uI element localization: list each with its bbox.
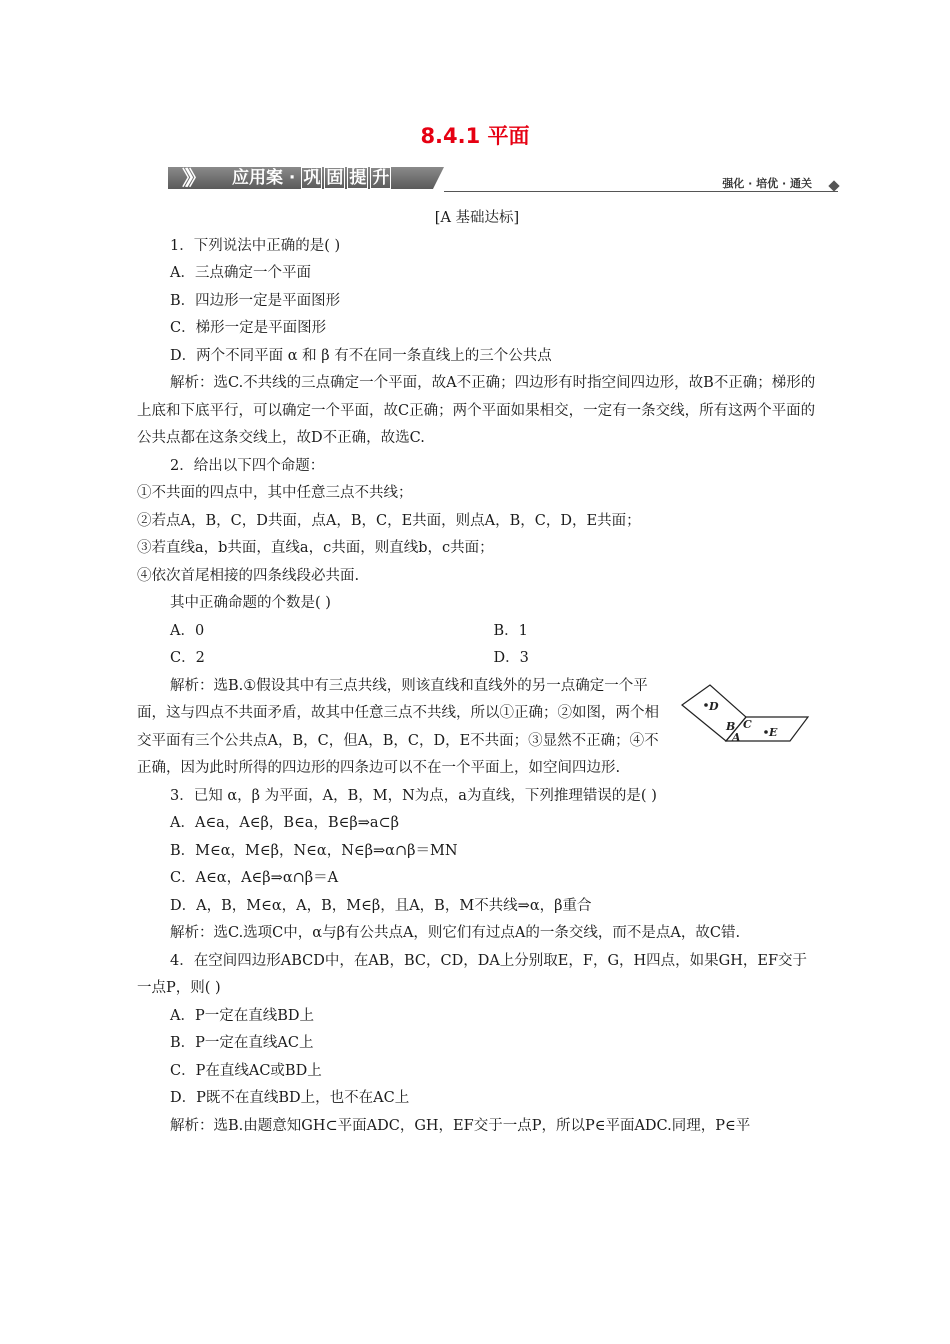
option-d: D．两个不同平面 α 和 β 有不在同一条直线上的三个公共点 bbox=[170, 347, 552, 364]
banner-box-char: 巩 bbox=[303, 168, 321, 188]
point-label-a: A bbox=[732, 731, 741, 744]
options-row bbox=[137, 618, 817, 646]
options-row bbox=[137, 645, 817, 673]
option-c: C．2 bbox=[170, 650, 205, 666]
option-b: B．四边形一定是平面图形 bbox=[170, 292, 341, 309]
option-c: C．A∈α，A∈β⇒α∩β＝A bbox=[170, 870, 339, 886]
solution-1: 解析：选C.不共线的三点确定一个平面，故A不正确；四边形有时指空间四边形，故B不正确；梯形的上底和下底平行，可以确定一个平面，故C正确；两个平面如果相交，一定有一条交线，所有这两个平面的公共点都在这条交线上，故D不正确，故选C. bbox=[137, 375, 816, 446]
option-c: C．P在直线AC或BD上 bbox=[170, 1062, 322, 1079]
banner-divider bbox=[444, 191, 838, 192]
question-4: 4．在空间四边形ABCD中，在AB，BC，CD，DA上分别取E，F，G，H四点，如果GH，EF交于一点P，则( ) bbox=[137, 952, 808, 996]
point-label-b: B bbox=[726, 720, 736, 733]
section-banner bbox=[168, 163, 840, 195]
diamond-icon bbox=[828, 180, 839, 191]
option-d: D．P既不在直线BD上，也不在AC上 bbox=[170, 1090, 410, 1106]
solution-2: 解析：选B.①假设其中有三点共线，则该直线和直线外的另一点确定一个平面，这与四点不共面矛盾，故其中任意三点不共线，所以①正确；②如图，两个相交平面有三个公共点A，B，C，但A，B，C，D，E不共面；③显然不正确；④不正确，因为此时所得的四边形的四条边可以不在一个平面上，如空间四边形. bbox=[137, 677, 659, 776]
proposition-3: ③若直线a，b共面，直线a，c共面，则直线b，c共面； bbox=[137, 540, 494, 556]
solution-3: 解析：选C.选项C中，α与β有公共点A，则它们有过点A的一条交线，而不是点A，故C错. bbox=[170, 925, 741, 941]
option-b: B．P一定在直线AC上 bbox=[170, 1035, 314, 1051]
option-a: A．P一定在直线BD上 bbox=[170, 1007, 315, 1024]
banner-left-text: 应用案 · bbox=[232, 168, 296, 188]
proposition-2: ②若点A，B，C，D共面，点A，B，C，E共面，则点A，B，C，D，E共面； bbox=[137, 512, 641, 529]
option-a: A．三点确定一个平面 bbox=[170, 265, 311, 281]
section-heading: [A 基础达标] bbox=[434, 210, 520, 226]
question-1: 1．下列说法中正确的是( ) bbox=[170, 237, 341, 254]
point-label-d: D bbox=[709, 700, 719, 713]
banner-box-char: 升 bbox=[372, 168, 390, 188]
point-label-c: C bbox=[743, 718, 752, 731]
option-c: C．梯形一定是平面图形 bbox=[170, 320, 327, 336]
option-a: A．A∈a，A∈β，B∈a，B∈β⇒a⊂β bbox=[170, 815, 400, 831]
question-3: 3．已知 α，β 为平面，A，B，M，N为点，a为直线，下列推理错误的是( ) bbox=[170, 787, 657, 804]
option-b: B．M∈α，M∈β，N∈α，N∈β⇒α∩β＝MN bbox=[170, 842, 458, 859]
question-2-prompt: 其中正确命题的个数是( ) bbox=[170, 595, 331, 611]
solution-4: 解析：选B.由题意知GH⊂平面ADC，GH，EF交于一点P，所以P∈平面ADC.同理，P∈平 bbox=[170, 1117, 751, 1134]
proposition-4: ④依次首尾相接的四条线段必共面. bbox=[137, 567, 360, 584]
page-title: 8.4.1 平面 bbox=[420, 124, 530, 148]
option-d: D．3 bbox=[493, 650, 529, 666]
question-2: 2．给出以下四个命题： bbox=[170, 457, 325, 474]
option-a: A．0 bbox=[170, 622, 205, 639]
option-b: B．1 bbox=[493, 622, 528, 639]
point-label-e: E bbox=[769, 726, 778, 739]
proposition-1: ①不共面的四点中，其中任意三点不共线； bbox=[137, 485, 413, 501]
chevron-icon: 》》 bbox=[182, 166, 200, 190]
option-d: D．A，B，M∈α，A，B，M∈β，且A，B，M不共线⇒α，β重合 bbox=[170, 897, 592, 914]
banner-box-char: 提 bbox=[349, 168, 367, 188]
intersecting-planes-figure bbox=[680, 683, 810, 745]
banner-label bbox=[232, 168, 393, 188]
banner-box-char: 固 bbox=[326, 168, 344, 188]
document-body bbox=[137, 205, 817, 1140]
banner-tagline: 强化 · 培优 · 通关 bbox=[722, 177, 812, 190]
